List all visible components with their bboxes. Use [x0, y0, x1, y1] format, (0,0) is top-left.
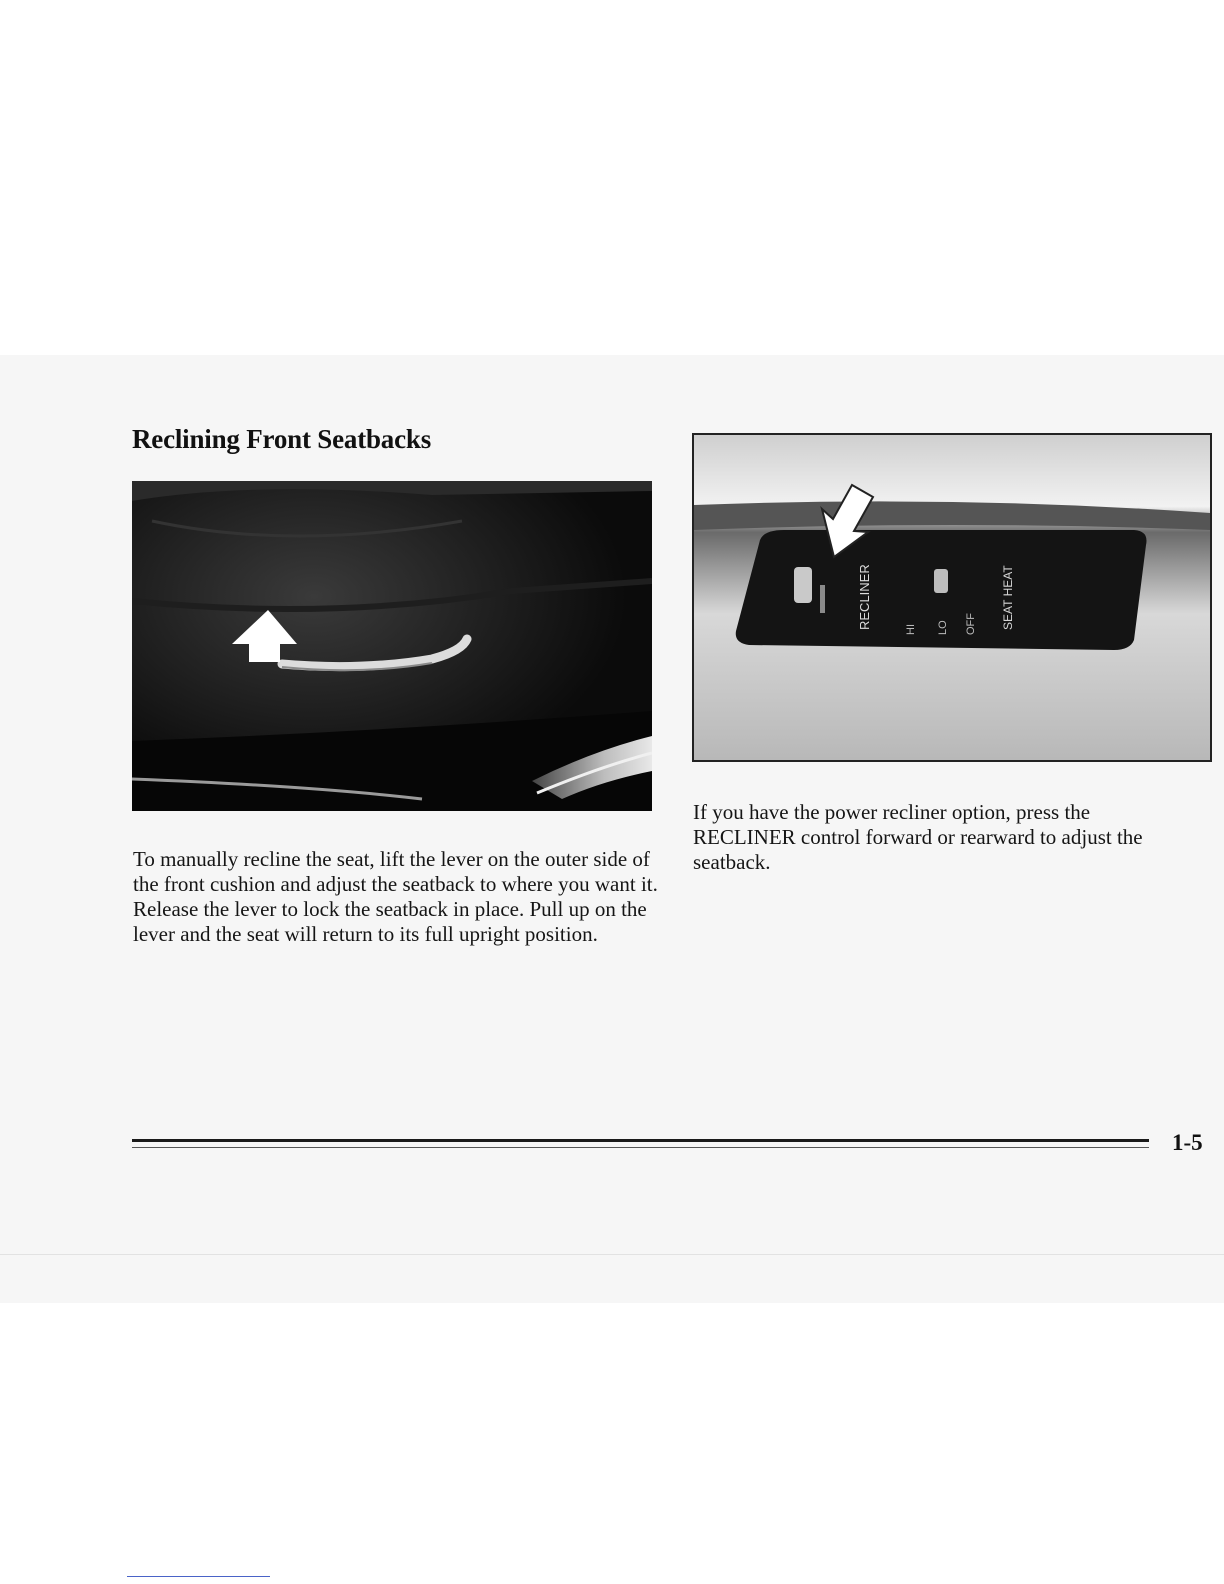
recliner-label: RECLINER	[857, 564, 872, 630]
recline-lever-photo	[132, 481, 652, 811]
power-recliner-illustration	[694, 435, 1210, 760]
power-recliner-paragraph: If you have the power recliner option, press the RECLINER control forward or rearward to adjust the seatback.	[693, 800, 1143, 874]
recliner-switch-knob	[794, 567, 812, 603]
manual-recline-paragraph: To manually recline the seat, lift the lever on the outer side of the front cushion and adjust the seatback to where you want it. Release the lever to lock the seatback in place. Pull up on the lever and the seat will return to its full upright position.	[133, 847, 658, 946]
off-label: OFF	[965, 613, 977, 635]
seat-heat-label: SEAT HEAT	[1001, 565, 1015, 630]
hi-label: HI	[905, 624, 917, 635]
footer-rule-thin	[132, 1147, 1149, 1148]
page-title: Reclining Front Seatbacks	[132, 424, 432, 454]
seat-heat-switch-knob	[934, 569, 948, 593]
power-recliner-photo	[692, 433, 1212, 762]
footer-rule-thick	[132, 1139, 1149, 1142]
scan-edge-line	[0, 1254, 1224, 1255]
page-number: 1-5	[1172, 1130, 1203, 1155]
lo-label: LO	[937, 620, 949, 635]
recline-lever-illustration	[132, 481, 652, 811]
footer-link-underline	[127, 1576, 270, 1577]
